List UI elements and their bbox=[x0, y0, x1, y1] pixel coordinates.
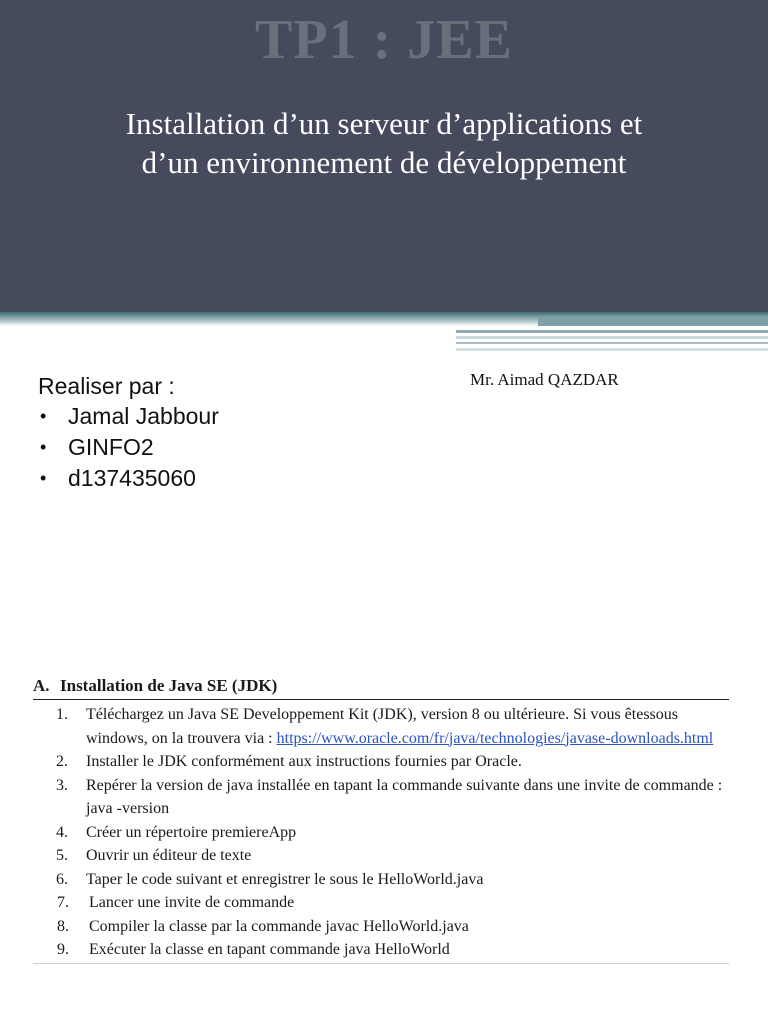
bullet-icon: • bbox=[40, 468, 47, 488]
step-item bbox=[33, 915, 729, 939]
step-text: Lancer une invite de commande bbox=[89, 894, 295, 911]
step-item bbox=[33, 868, 729, 892]
author-id: d137435060 bbox=[68, 465, 196, 491]
step-number: 2. bbox=[56, 753, 68, 770]
author-group: GINFO2 bbox=[68, 434, 154, 460]
step-number: 9. bbox=[57, 941, 69, 958]
step-item bbox=[33, 821, 729, 845]
bullet-icon: • bbox=[40, 406, 47, 426]
step-number: 5. bbox=[56, 847, 68, 864]
steps-list bbox=[33, 703, 729, 962]
author-name: Jamal Jabbour bbox=[68, 403, 219, 429]
step-text: Ouvrir un éditeur de texte bbox=[86, 847, 252, 864]
step-text: Taper le code suivant et enregistrer le sous le HelloWorld.java bbox=[86, 870, 484, 888]
step-item bbox=[33, 703, 729, 750]
page-subtitle bbox=[60, 104, 708, 182]
oracle-download-link[interactable]: https://www.oracle.com/fr/java/technologies/javase-downloads.html bbox=[276, 729, 714, 747]
step-number: 7. bbox=[57, 894, 69, 911]
jdk-installation-section bbox=[33, 676, 729, 962]
step-number: 4. bbox=[56, 823, 68, 841]
step-number: 6. bbox=[56, 870, 68, 888]
section-header bbox=[33, 676, 729, 700]
section-divider bbox=[33, 963, 729, 964]
step-item bbox=[33, 750, 729, 774]
step-text: Téléchargez un Java SE Developpement Kit (JDK), version 8 ou ultérieure. Si vous êtessous windows, on la trouvera via : bbox=[86, 706, 678, 747]
step-text: Créer un répertoire premiereApp bbox=[86, 823, 297, 841]
decorative-stripe bbox=[456, 330, 768, 333]
page-title: TP1 : JEE bbox=[255, 9, 513, 71]
section-letter: A. bbox=[33, 676, 50, 695]
step-number: 8. bbox=[57, 917, 69, 935]
step-text: Exécuter la classe en tapant commande java HelloWorld bbox=[89, 941, 450, 958]
author-heading: Realiser par : bbox=[38, 373, 175, 399]
subtitle-line-1: Installation d’un serveur d’applications et bbox=[125, 106, 643, 141]
step-item bbox=[33, 891, 729, 915]
author-item-group bbox=[38, 432, 418, 463]
step-number: 1. bbox=[56, 706, 68, 723]
step-text: Repérer la version de java installée en tapant la commande suivante dans une invite de commande : java -version bbox=[86, 776, 723, 817]
decorative-stripe bbox=[456, 348, 768, 351]
author-list bbox=[38, 401, 418, 494]
decorative-stripe bbox=[456, 336, 768, 339]
step-text: Compiler la classe par la commande javac HelloWorld.java bbox=[89, 917, 469, 935]
bullet-icon: • bbox=[40, 437, 47, 457]
step-text: Installer le JDK conformément aux instructions fournies par Oracle. bbox=[86, 753, 522, 770]
section-title: Installation de Java SE (JDK) bbox=[60, 676, 278, 695]
author-item-name bbox=[38, 401, 418, 432]
author-block bbox=[38, 371, 418, 494]
step-item bbox=[33, 844, 729, 868]
step-item bbox=[33, 774, 729, 821]
author-item-id bbox=[38, 463, 418, 494]
subtitle-line-2: d’un environnement de développement bbox=[141, 145, 627, 180]
title-banner bbox=[0, 0, 768, 312]
step-number: 3. bbox=[56, 776, 68, 794]
decorative-stripe bbox=[456, 342, 768, 344]
supervisor-name: Mr. Aimad QAZDAR bbox=[470, 370, 619, 389]
decorative-stripe bbox=[538, 316, 768, 326]
step-item bbox=[33, 938, 729, 962]
